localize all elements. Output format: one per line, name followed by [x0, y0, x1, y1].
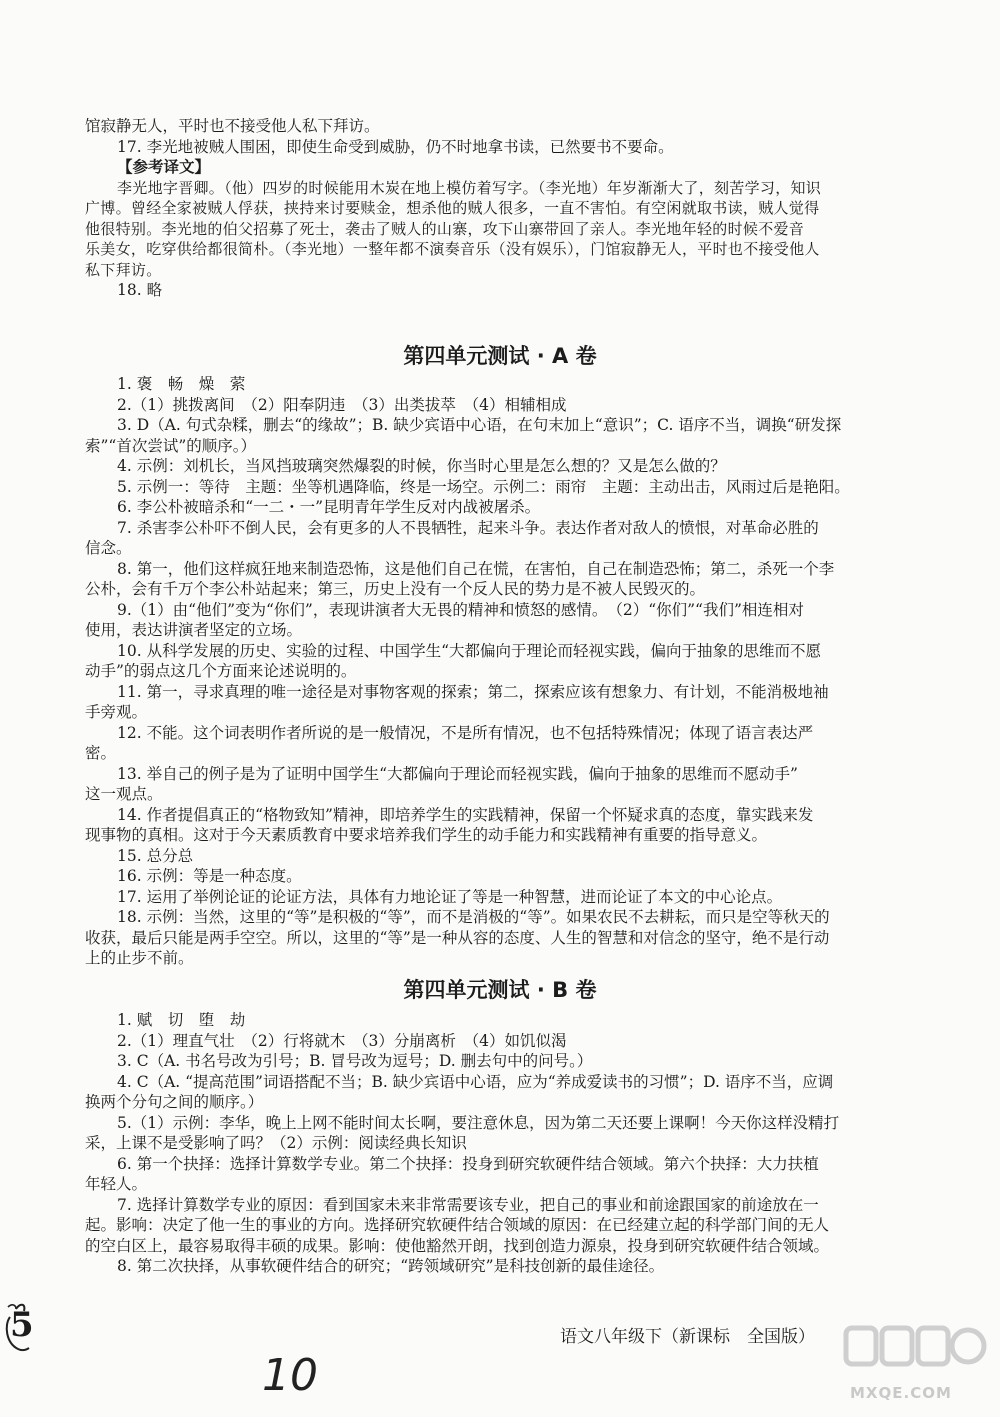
- translation-line: 他很特别。李光地的伯父招募了死士，袭击了贼人的山寨，攻下山寨带回了亲人。李光地年轻的时候不爱音: [85, 219, 805, 238]
- translation-line: 李光地字晋卿。（他）四岁的时候能用木炭在地上模仿着写字。（李光地）年岁渐渐大了，刻苦学习，知识: [117, 178, 822, 197]
- answer-line: 16. 示例：等是一种态度。: [117, 867, 302, 885]
- answer-line: 18. 示例：当然，这里的“等”是积极的“等”，而不是消极的“等”。如果农民不去耕耘，而只是空等秋天的: [117, 908, 830, 926]
- answer-line: 5.（1）示例：李华，晚上上网不能时间太长啊，要注意休息，因为第二天还要上课啊！今天你这样没精打: [117, 1113, 840, 1132]
- answer-line: 8. 第一，他们这样疯狂地来制造恐怖，这是他们自己在慌，在害怕，自己在制造恐怖；第二，杀死一个李: [117, 559, 835, 578]
- answer-line: 收获，最后只能是两手空空。所以，这里的“等”是一种从容的态度、人生的智慧和对信念的坚守，绝不是行动: [85, 928, 830, 947]
- answer-line: 索”“首次尝试”的顺序。）: [85, 436, 257, 455]
- answer-line: 6. 第一个抉择：选择计算数学专业。第二个抉择：投身到研究软硬件结合领域。第六个抉择：大力扶植: [117, 1154, 819, 1173]
- answer-line: 5. 示例一：等待 主题：坐等机遇降临，终是一场空。示例二：雨帘 主题：主动出击，风雨过后是艳阳。: [117, 477, 850, 496]
- answer-line: 上的止步不前。: [85, 949, 194, 967]
- answer-line: 4. 示例：刘机长，当风挡玻璃突然爆裂的时候，你当时心里是怎么想的？又是怎么做的？: [117, 457, 726, 475]
- subject-footer: 语文八年级下（新课标 全国版）: [560, 1327, 815, 1347]
- answer-line: 1. 褒 畅 燥 萦: [117, 375, 246, 393]
- answer-line: 年轻人。: [85, 1175, 148, 1193]
- answer-line: 15. 总分总: [117, 846, 194, 865]
- answer-18: 18. 略: [117, 281, 163, 299]
- answer-line: 这一观点。: [85, 785, 163, 803]
- answer-line: 7. 选择计算数学专业的原因：看到国家未来非常需要该专业，把自己的事业和前途跟国家的前途放在一: [117, 1195, 819, 1214]
- answer-line: 11. 第一，寻求真理的唯一途径是对事物客观的探索；第二，探索应该有想象力、有计划，不能消极地袖: [117, 682, 829, 701]
- answer-line: 公朴，会有千万个李公朴站起来；第三，历史上没有一个反人民的势力是不被人民毁灭的。: [85, 580, 706, 598]
- section-b-title: 第四单元测试 · B 卷: [403, 978, 597, 1002]
- answer-line: 起。影响：决定了他一生的事业的方向。选择研究软硬件结合领域的原因：在已经建立起的科学部门间的无人: [85, 1216, 830, 1234]
- answer-line: 1. 赋 切 堕 劫: [117, 1011, 246, 1029]
- translation-line: 私下拜访。: [85, 260, 162, 279]
- reference-translation: [85, 178, 865, 281]
- translation-line: 乐美女，吃穿供给都很简朴。（李光地）一整年都不演奏音乐（没有娱乐），门馆寂静无人，平时也不接受他人: [85, 240, 820, 258]
- answer-line: 采，上课不是受影响了吗？（2）示例：阅读经典长知识: [85, 1134, 467, 1152]
- section-a-title: 第四单元测试 · A 卷: [403, 344, 597, 368]
- section-b-answers: [85, 1010, 865, 1277]
- reference-translation-heading: 【参考译文】: [117, 157, 211, 176]
- answer-17: 17. 李光地被贼人围困，即使生命受到威胁，仍不时地拿书读，已然要书不要命。: [117, 137, 674, 156]
- translation-line: 广博。曾经全家被贼人俘获，挟持来讨要赎金，想杀他的贼人很多，一直不害怕。有空闲就取书读，贼人觉得: [85, 199, 820, 217]
- answer-line: 4. C（A. “提高范围”词语搭配不当；B. 缺少宾语中心语，应为“养成爱读书的习惯”；D. 语序不当，应调: [117, 1072, 834, 1091]
- answer-line: 14. 作者提倡真正的“格物致知”精神，即培养学生的实践精神，保留一个怀疑求真的态度，靠实践来发: [117, 805, 814, 824]
- answer-line: 13. 举自己的例子是为了证明中国学生“大都偏向于理论而轻视实践，偏向于抽象的思维而不愿动手”: [117, 764, 798, 783]
- answer-line: 6. 李公朴被暗杀和“一二・一”昆明青年学生反对内战被屠杀。: [117, 498, 541, 516]
- answer-line: 10. 从科学发展的历史、实验的过程、中国学生“大都偏向于理论而轻视实践，偏向于抽象的思维而不愿: [117, 641, 822, 660]
- answer-line: 12. 不能。这个词表明作者所说的是一般情况，不是所有情况，也不包括特殊情况；体现了语言表达严: [117, 723, 814, 742]
- answer-line: 手旁观。: [85, 703, 148, 721]
- answer-line: 换两个分句之间的顺序。）: [85, 1093, 264, 1111]
- answer-line: 2.（1）挑拨离间 （2）阳奉阴违 （3）出类拔萃 （4）相辅相成: [117, 395, 567, 414]
- answer-line: 3. C（A. 书名号改为引号；B. 冒号改为逗号；D. 删去句中的问号。）: [117, 1052, 593, 1070]
- answer-line: 现事物的真相。这对于今天素质教育中要求培养我们学生的动手能力和实践精神有重要的指导意义。: [85, 826, 768, 844]
- answer-line: 的空白区上，最容易取得丰硕的成果。影响：使他豁然开朗，找到创造力源泉，投身到研究软硬件结合领域。: [85, 1236, 830, 1255]
- answer-line: 信念。: [85, 539, 132, 557]
- section-a-answers: [85, 374, 865, 969]
- answer-line: 17. 运用了举例论证的论证方法，具体有力地论证了等是一种智慧，进而论证了本文的中心论点。: [117, 887, 783, 906]
- handwritten-note: 10: [262, 1350, 318, 1401]
- text-line: 馆寂静无人，平时也不接受他人私下拜访。: [85, 117, 380, 135]
- answer-line: 动手”的弱点这几个方面来论述说明的。: [85, 662, 357, 680]
- page-number: 5: [10, 1305, 34, 1345]
- answer-line: 2.（1）理直气壮 （2）行将就木 （3）分崩离析 （4）如饥似渴: [117, 1031, 567, 1050]
- answer-line: 8. 第二次抉择，从事软硬件结合的研究；“跨领域研究”是科技创新的最佳途径。: [117, 1257, 665, 1275]
- answer-line: 9.（1）由“他们”变为“你们”，表现讲演者大无畏的精神和愤怒的感情。 （2）“你们”“我们”相连相对: [117, 600, 804, 619]
- answer-line: 密。: [85, 744, 117, 762]
- watermark-text: MXQE.COM: [850, 1384, 952, 1402]
- answer-line: 7. 杀害李公朴吓不倒人民，会有更多的人不畏牺牲，起来斗争。表达作者对敌人的愤恨，对革命必胜的: [117, 518, 819, 537]
- answer-line: 3. D（A. 句式杂糅，删去“的缘故”；B. 缺少宾语中心语，在句末加上“意识”；C. 语序不当，调换“研发探: [117, 416, 842, 434]
- answer-line: 使用，表达讲演者坚定的立场。: [85, 621, 303, 639]
- top-block: [85, 116, 865, 301]
